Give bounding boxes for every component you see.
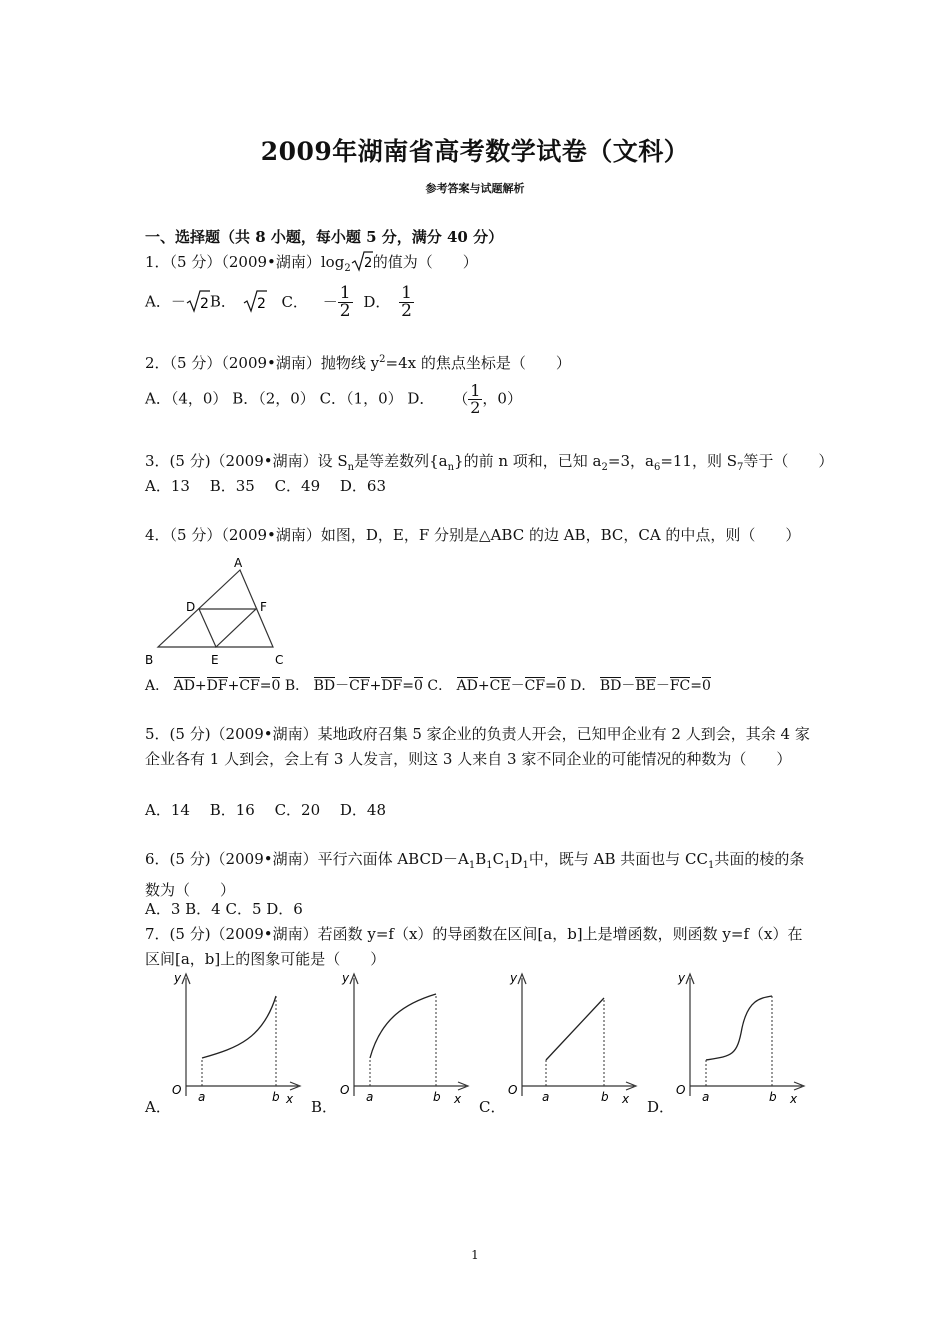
axis-x-label: x [454,1092,462,1106]
question-6: 6．(5 分)（2009•湖南）平行六面体 $ABCD-A_1B_1C_1D_1$中，既与 AB 共面也与 $CC_1$共面的棱的条数为（ ） [145,850,805,899]
axis-b-label: b [769,1090,777,1104]
page-title: 2009年湖南省高考数学试卷（文科） [260,137,690,166]
axis-a-label: a [198,1090,206,1104]
page-number: 1 [471,1248,479,1262]
graph-a [168,968,308,1110]
label-d: D [186,600,196,614]
axis-a-label: a [366,1090,374,1104]
axis-a-label: a [542,1090,550,1104]
question-3: 3．(5 分)（2009•湖南）设 $S_n$是等差数列$\{a_n\}$的前 n 项和，已知 $a_2=3$，$a_6=11$，则 $S_7$等于（ ） [145,452,834,473]
label-e: E [211,653,219,667]
question-2-options: A．（4，0） B．（2，0） C．（1，0） D． （ $\frac{1}{2}$ ，0） [145,381,522,417]
curve-d [706,996,772,1060]
label-c: C [275,653,284,667]
label-a: A [234,556,243,570]
question-4-options: A． AD+DF+CF=0 B． BD－CF+DF=0 C． AD+CE－CF=0 D． BD－BE－FC=0 [145,678,711,694]
graph-c [504,968,644,1110]
label-b: B [145,653,154,667]
label-f: F [260,600,267,614]
curve-b [370,994,436,1058]
curve-c [546,998,604,1060]
sqrt-icon [186,289,210,313]
question-1: 1．（5 分）（2009•湖南）$\log_2$ 2 的值为（ ） [145,250,478,279]
section-heading: 一、选择题（共 8 小题，每小题 5 分，满分 40 分） [145,228,504,246]
sqrt-icon [351,250,373,272]
sqrt-radicand: 2 [199,295,209,312]
question-3-options: A．13 B．35 C．49 D．63 [145,477,387,495]
axis-y-label: y [510,971,518,985]
question-6-options: A．3 B．4 C．5 D．6 [145,900,303,918]
triangle-figure [140,552,300,672]
graph-b [336,968,476,1110]
sqrt-radicand: 2 [363,256,372,271]
question-5-options: A．14 B．16 C．20 D．48 [145,801,387,819]
sqrt-radicand: 2 [256,295,266,312]
axis-origin-label: O [340,1083,350,1097]
q7-option-b-label: B． [311,1098,338,1116]
axis-origin-label: O [172,1083,182,1097]
axis-y-label: y [342,971,350,985]
sqrt-icon [241,289,267,313]
axis-origin-label: O [676,1083,686,1097]
axis-a-label: a [702,1090,710,1104]
axis-x-label: x [286,1092,294,1106]
axis-b-label: b [272,1090,280,1104]
question-5: 5．(5 分)（2009•湖南）某地政府召集 5 家企业的负责人开会，已知甲企业有 2 人到会，其余 4 家企业各有 1 人到会，会上有 3 人发言，则这 3 人来自 3 家不同企业的可能情况的种数为（ ） [145,725,810,768]
question-7: 7．(5 分)（2009•湖南）若函数 y=f（x）的导函数在区间[a，b]上是增函数，则函数 y=f（x）在区间[a，b]上的图象可能是（ ） [145,925,803,968]
axis-origin-label: O [508,1083,518,1097]
axis-b-label: b [601,1090,609,1104]
curve-a [202,996,276,1058]
midpoint-triangle-def [199,609,256,647]
question-4: 4．（5 分）（2009•湖南）如图，D，E，F 分别是△ABC 的边 AB，BC，CA 的中点，则（ ） [145,526,801,544]
q7-option-d-label: D． [647,1098,675,1116]
q7-option-a-label: A． [145,1098,171,1116]
axis-y-label: y [174,971,182,985]
q7-option-c-label: C． [479,1098,506,1116]
axis-y-label: y [678,971,686,985]
axis-x-label: x [790,1092,798,1106]
axis-b-label: b [433,1090,441,1104]
fraction: $\frac{1}{2}$ [470,381,481,417]
fraction: $\frac{1}{2}$ [401,283,412,321]
question-2: 2．（5 分）（2009•湖南）抛物线 $y^2=4x$ 的焦点坐标是（ ） [145,354,571,372]
axis-x-label: x [622,1092,630,1106]
graph-d [672,968,812,1110]
fraction: $\frac{1}{2}$ [339,283,351,321]
question-1-options: A．－ 2 B． 2 C． － $\frac{1}{2}$ D． $\frac{1}{2}$ [145,283,412,321]
page-subtitle: 参考答案与试题解析 [425,182,525,195]
